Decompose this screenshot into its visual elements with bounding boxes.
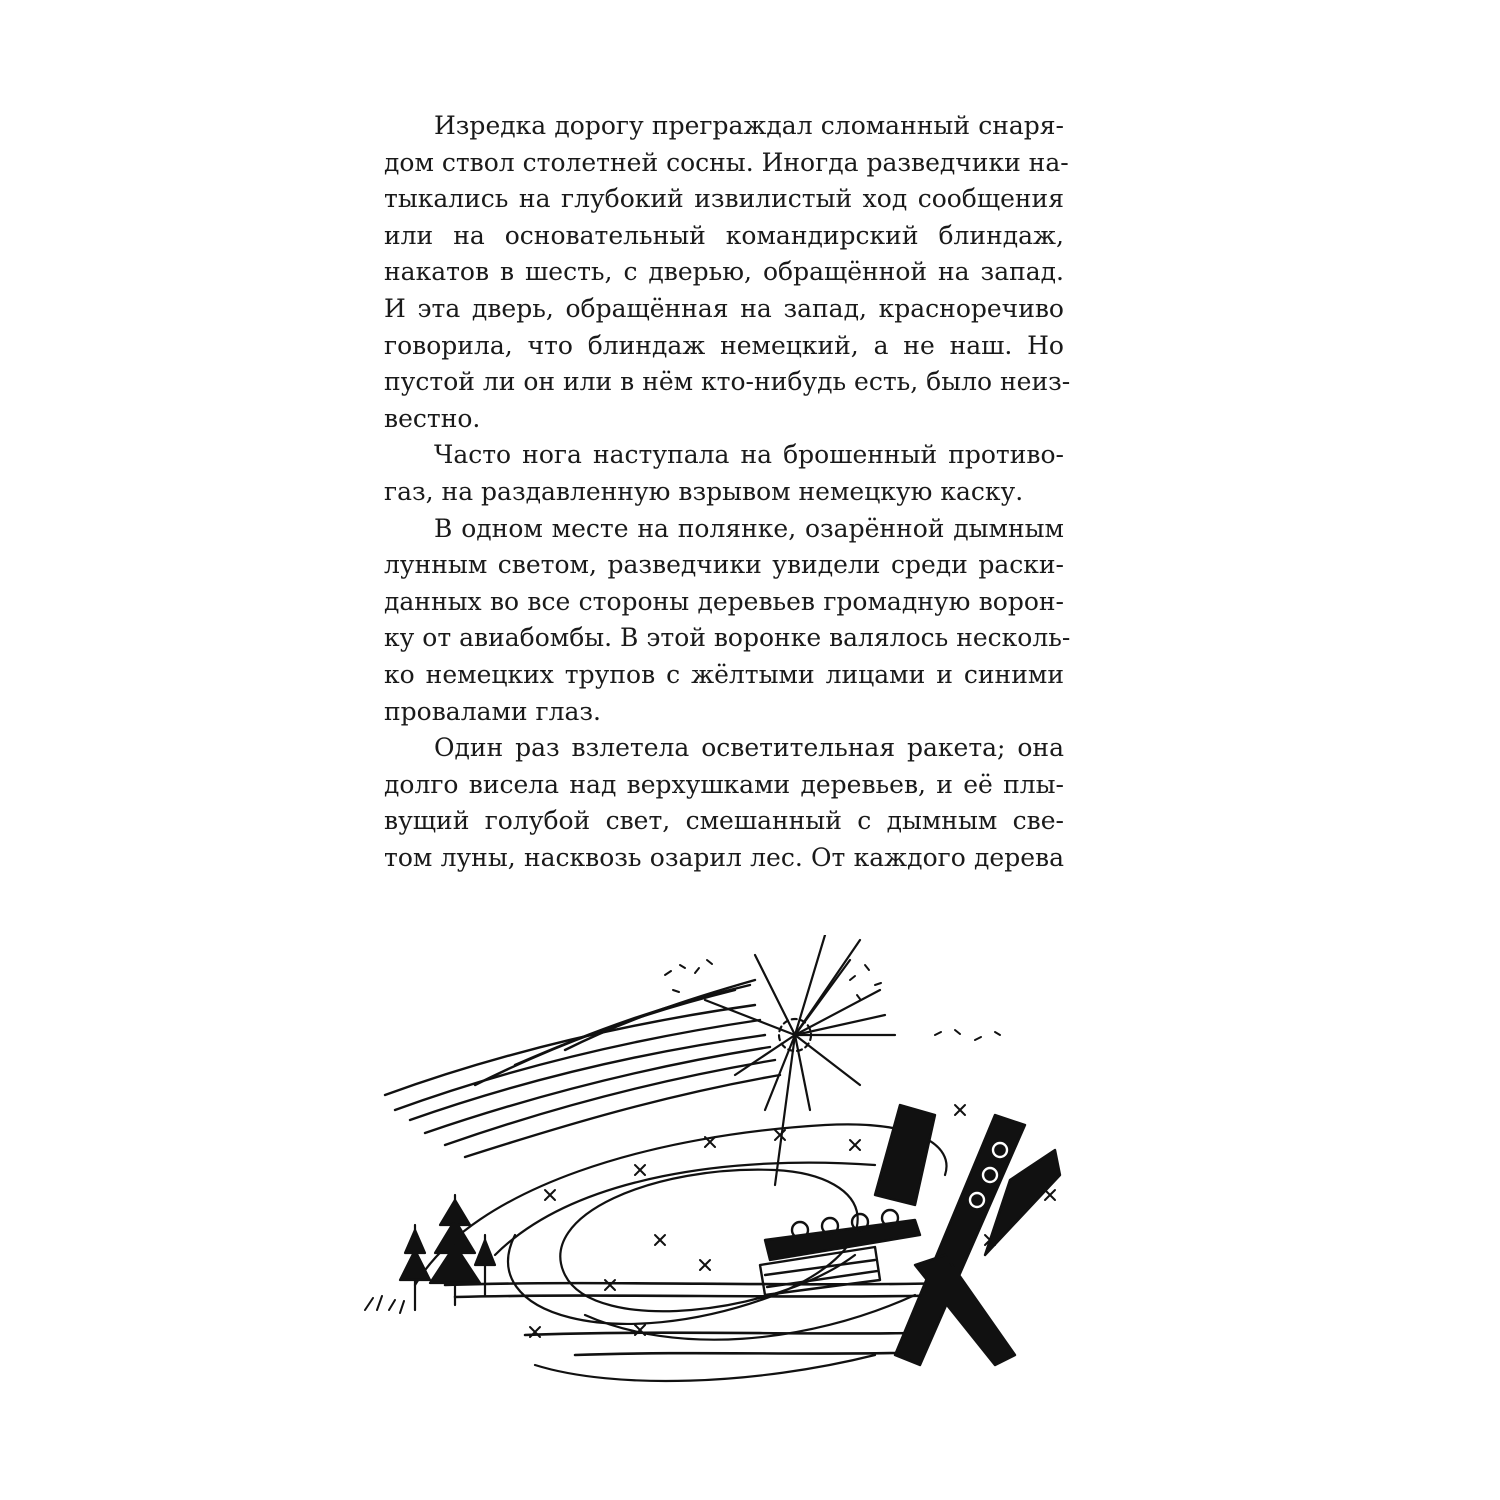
barbed-wire xyxy=(415,1124,947,1381)
text-line: накатов в шесть, с дверью, обращённой на запад. xyxy=(384,257,1064,287)
text-line: ку от авиабомбы. В этой воронке валялось несколь- xyxy=(384,623,1071,653)
body-text xyxy=(384,108,1071,876)
grass-tufts xyxy=(365,1296,404,1313)
text-line: вестно. xyxy=(384,403,481,433)
text-line: говорила, что блиндаж немецкий, а не наш. Но xyxy=(384,330,1064,360)
text-line: пустой ли он или в нём кто-нибудь есть, было неиз- xyxy=(384,367,1071,397)
text-line: или на основательный командирский блиндаж, xyxy=(384,220,1064,250)
text-line: Часто нога наступала на брошенный противо- xyxy=(434,440,1064,470)
text-line: ко немецких трупов с жёлтыми лицами и синими xyxy=(384,659,1064,689)
text-line: провалами глаз. xyxy=(384,696,602,726)
text-line: Один раз взлетела осветительная ракета; она xyxy=(434,733,1064,763)
text-line: И эта дверь, обращённая на запад, красноречиво xyxy=(384,293,1064,323)
text-line: В одном месте на полянке, озарённой дымным xyxy=(434,513,1064,543)
text-line: лунным светом, разведчики увидели среди раски- xyxy=(384,550,1064,580)
text-line: вущий голубой свет, смешанный с дымным све- xyxy=(384,806,1064,836)
flare-burst xyxy=(705,935,895,1185)
text-line: тыкались на глубокий извилистый ход сообщения xyxy=(384,184,1064,214)
text-line: долго висела над верхушками деревьев, и её плы- xyxy=(384,769,1064,799)
text-line: дом ствол столетней сосны. Иногда разведчики на- xyxy=(384,147,1069,177)
pine-trees xyxy=(400,1195,495,1310)
text-line: данных во все стороны деревьев громадную ворон- xyxy=(384,586,1064,616)
wrecked-tank xyxy=(760,1210,920,1295)
ink-illustration-flare-over-battlefield xyxy=(355,935,1085,1395)
text-line: газ, на раздавленную взрывом немецкую каску. xyxy=(384,476,1024,506)
text-line: Изредка дорогу преграждал сломанный снаря- xyxy=(434,111,1064,140)
text-line: том луны, насквозь озарил лес. От каждого дерева xyxy=(384,842,1064,872)
